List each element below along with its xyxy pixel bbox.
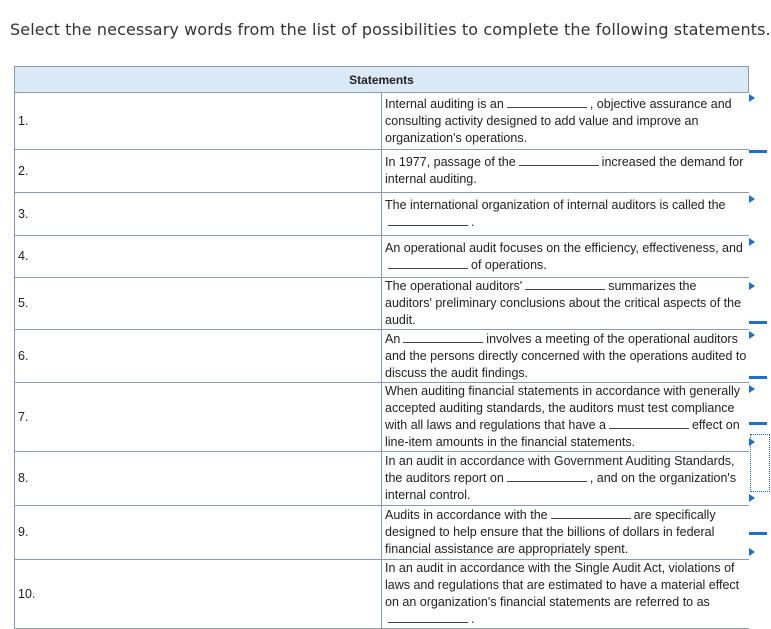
instructions-text: Select the necessary words from the list of possibilities to complete the following statements. <box>10 20 771 39</box>
table-row <box>15 452 749 506</box>
row-number: 2. <box>15 150 382 193</box>
row-number: 1. <box>15 93 382 150</box>
table-row <box>15 506 749 560</box>
row-number: 5. <box>15 278 382 330</box>
statement-after: , objective assurance and consulting activity designed to add value and improve an organization's operations. <box>385 96 732 145</box>
statement-text <box>382 236 749 278</box>
table-row <box>15 236 749 278</box>
statement-after: . <box>471 612 475 626</box>
row-number: 10. <box>15 560 382 629</box>
row-number: 8. <box>15 452 382 506</box>
statement-after: of operations. <box>471 257 547 272</box>
table-row <box>15 560 749 629</box>
statement-text <box>382 278 749 330</box>
table-row <box>15 278 749 330</box>
dropdown-tab[interactable] <box>749 532 767 535</box>
dropdown-tab[interactable] <box>749 422 767 425</box>
dropdown-arrow-icon[interactable] <box>749 385 755 393</box>
answer-blank-9[interactable] <box>551 507 631 519</box>
row-number: 3. <box>15 193 382 236</box>
dropdown-tab[interactable] <box>749 376 767 379</box>
statement-after: increased the demand for internal auditing. <box>385 155 744 186</box>
statement-text <box>382 93 749 150</box>
dropdown-arrow-icon[interactable] <box>749 238 755 246</box>
statement-before: An <box>385 331 401 346</box>
table-row <box>15 93 749 150</box>
dropdown-arrow-icon[interactable] <box>749 548 755 556</box>
row-number: 9. <box>15 506 382 560</box>
statement-after: are specifically designed to help ensure that the billions of dollars in federal financial assistance are appropriately spent. <box>385 508 716 556</box>
dropdown-arrow-icon[interactable] <box>749 94 755 102</box>
statement-after: effect on line-item amounts in the financial statements. <box>385 418 740 449</box>
statement-text <box>382 193 749 236</box>
answer-blank-10[interactable] <box>388 611 468 623</box>
answer-blank-1[interactable] <box>507 96 587 108</box>
statement-before: Audits in accordance with the <box>385 508 548 522</box>
answer-blank-8[interactable] <box>507 470 587 482</box>
answer-blank-5[interactable] <box>525 278 605 290</box>
statement-text <box>382 452 749 506</box>
row-number: 4. <box>15 236 382 278</box>
statements-header: Statements <box>15 67 749 93</box>
table-row <box>15 193 749 236</box>
dropdown-tab[interactable] <box>749 150 767 153</box>
statement-text <box>382 383 749 452</box>
dropdown-arrow-icon[interactable] <box>749 282 755 290</box>
statement-after: involves a meeting of the operational auditors and the persons directly concerned with the operations audited to discuss the audit findings. <box>385 331 747 380</box>
answer-blank-7[interactable] <box>609 417 689 429</box>
row-number: 7. <box>15 383 382 452</box>
statement-after: , and on the organization's internal control. <box>385 471 737 502</box>
dropdown-focus-outline <box>750 434 770 492</box>
statement-before: When auditing financial statements in accordance with generally accepted auditing standards, the auditors must test compliance with all laws and regulations that have a <box>385 384 741 432</box>
table-row <box>15 330 749 383</box>
table-row <box>15 150 749 193</box>
answer-blank-6[interactable] <box>403 331 483 343</box>
statement-text <box>382 330 749 383</box>
statement-before: The operational auditors' <box>385 279 523 293</box>
row-number: 6. <box>15 330 382 383</box>
dropdown-arrow-icon[interactable] <box>749 494 755 502</box>
statement-before: Internal auditing is an <box>385 96 504 111</box>
table-row <box>15 383 749 452</box>
statement-text <box>382 560 749 629</box>
statement-before: In an audit in accordance with the Single Audit Act, violations of laws and regulations that are estimated to have a material effect on an organization's financial statements are referred to as <box>385 561 740 609</box>
dropdown-arrow-icon[interactable] <box>749 331 755 339</box>
answer-blank-2[interactable] <box>519 154 599 166</box>
statement-after: summarizes the auditors' preliminary conclusions about the critical aspects of the audit. <box>385 279 742 327</box>
answer-dropdown-column <box>749 66 771 593</box>
table-header-row <box>15 67 749 93</box>
answer-blank-3[interactable] <box>388 214 468 226</box>
dropdown-arrow-icon[interactable] <box>749 195 755 203</box>
statement-text <box>382 506 749 560</box>
statement-text <box>382 150 749 193</box>
statement-after: . <box>471 215 475 229</box>
statement-before: In 1977, passage of the <box>385 155 516 169</box>
answer-blank-4[interactable] <box>388 257 468 269</box>
statement-before: The international organization of internal auditors is called the <box>385 198 726 212</box>
dropdown-tab[interactable] <box>749 321 767 324</box>
statement-before: In an audit in accordance with Government Auditing Standards, the auditors report on <box>385 454 735 485</box>
statement-before: An operational audit focuses on the efficiency, effectiveness, and <box>385 240 743 255</box>
statements-table <box>14 66 749 629</box>
